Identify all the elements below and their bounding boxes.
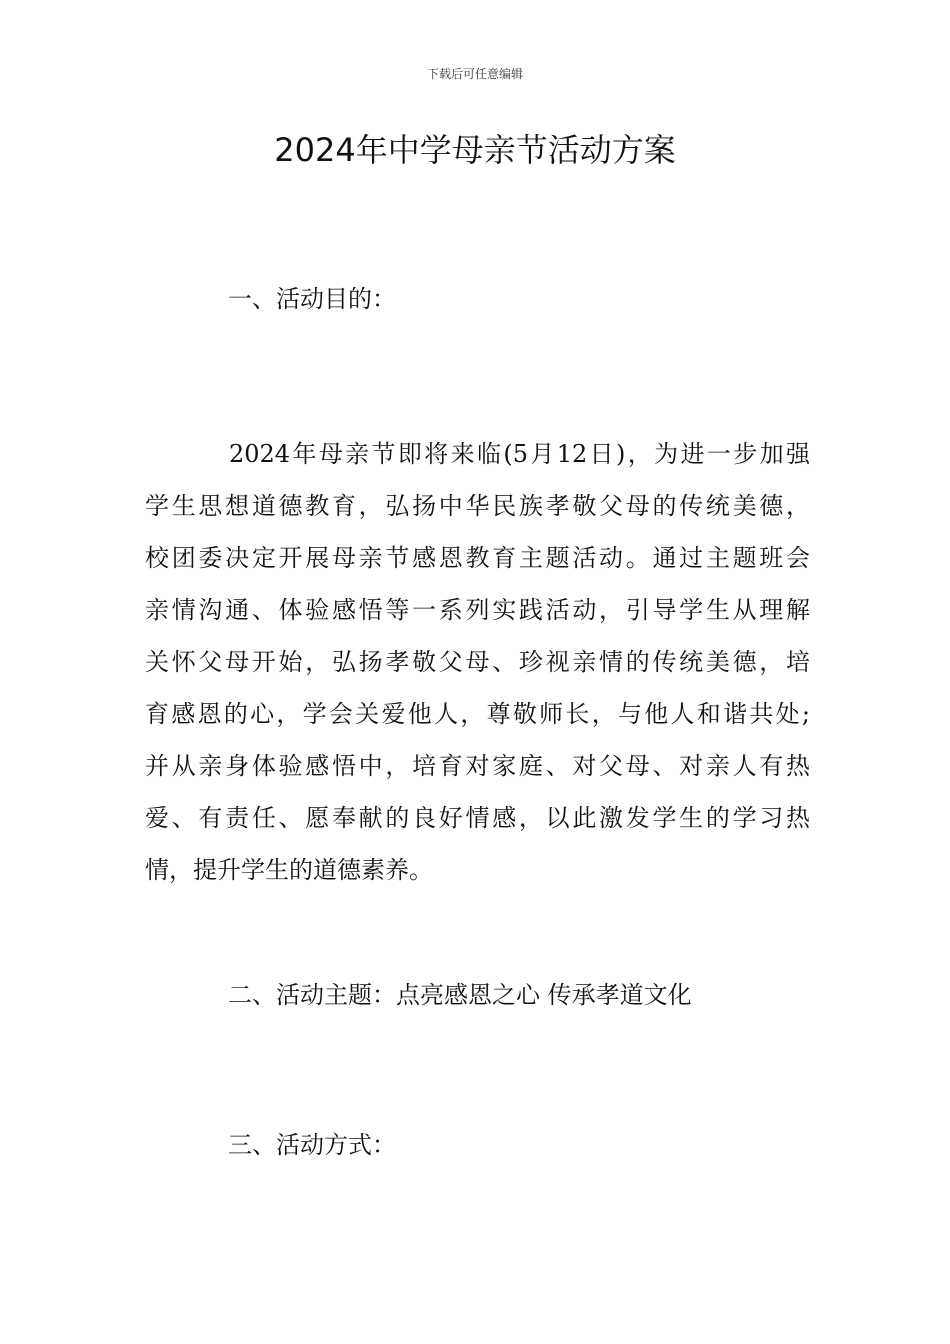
- paragraph-line: 育感恩的心，学会关爱他人，尊敬师长，与他人和谐共处;: [145, 700, 810, 728]
- section-heading-method: 三、活动方式：: [228, 1131, 396, 1159]
- paragraph-line: 亲情沟通、体验感悟等一系列实践活动，引导学生从理解: [145, 596, 810, 624]
- paragraph-line: 关怀父母开始，弘扬孝敬父母、珍视亲情的传统美德，培: [145, 648, 810, 676]
- paragraph-line: 情，提升学生的道德素养。: [145, 856, 433, 884]
- paragraph-line: 校团委决定开展母亲节感恩教育主题活动。通过主题班会: [145, 544, 810, 572]
- document-title: 2024年中学母亲节活动方案: [274, 131, 676, 169]
- paragraph-line: 并从亲身体验感悟中，培育对家庭、对父母、对亲人有热: [145, 752, 810, 780]
- section-heading-theme: 二、活动主题：点亮感恩之心 传承孝道文化: [228, 981, 692, 1009]
- header-note: 下载后可任意编辑: [426, 67, 523, 81]
- purpose-paragraph: [145, 428, 810, 896]
- section-heading-purpose: 一、活动目的：: [228, 285, 396, 313]
- paragraph-line: 爱、有责任、愿奉献的良好情感，以此激发学生的学习热: [145, 804, 810, 832]
- paragraph-line: 学生思想道德教育，弘扬中华民族孝敬父母的传统美德，: [145, 492, 810, 520]
- paragraph-line: 2024年母亲节即将来临(5月12日)，为进一步加强: [229, 440, 810, 468]
